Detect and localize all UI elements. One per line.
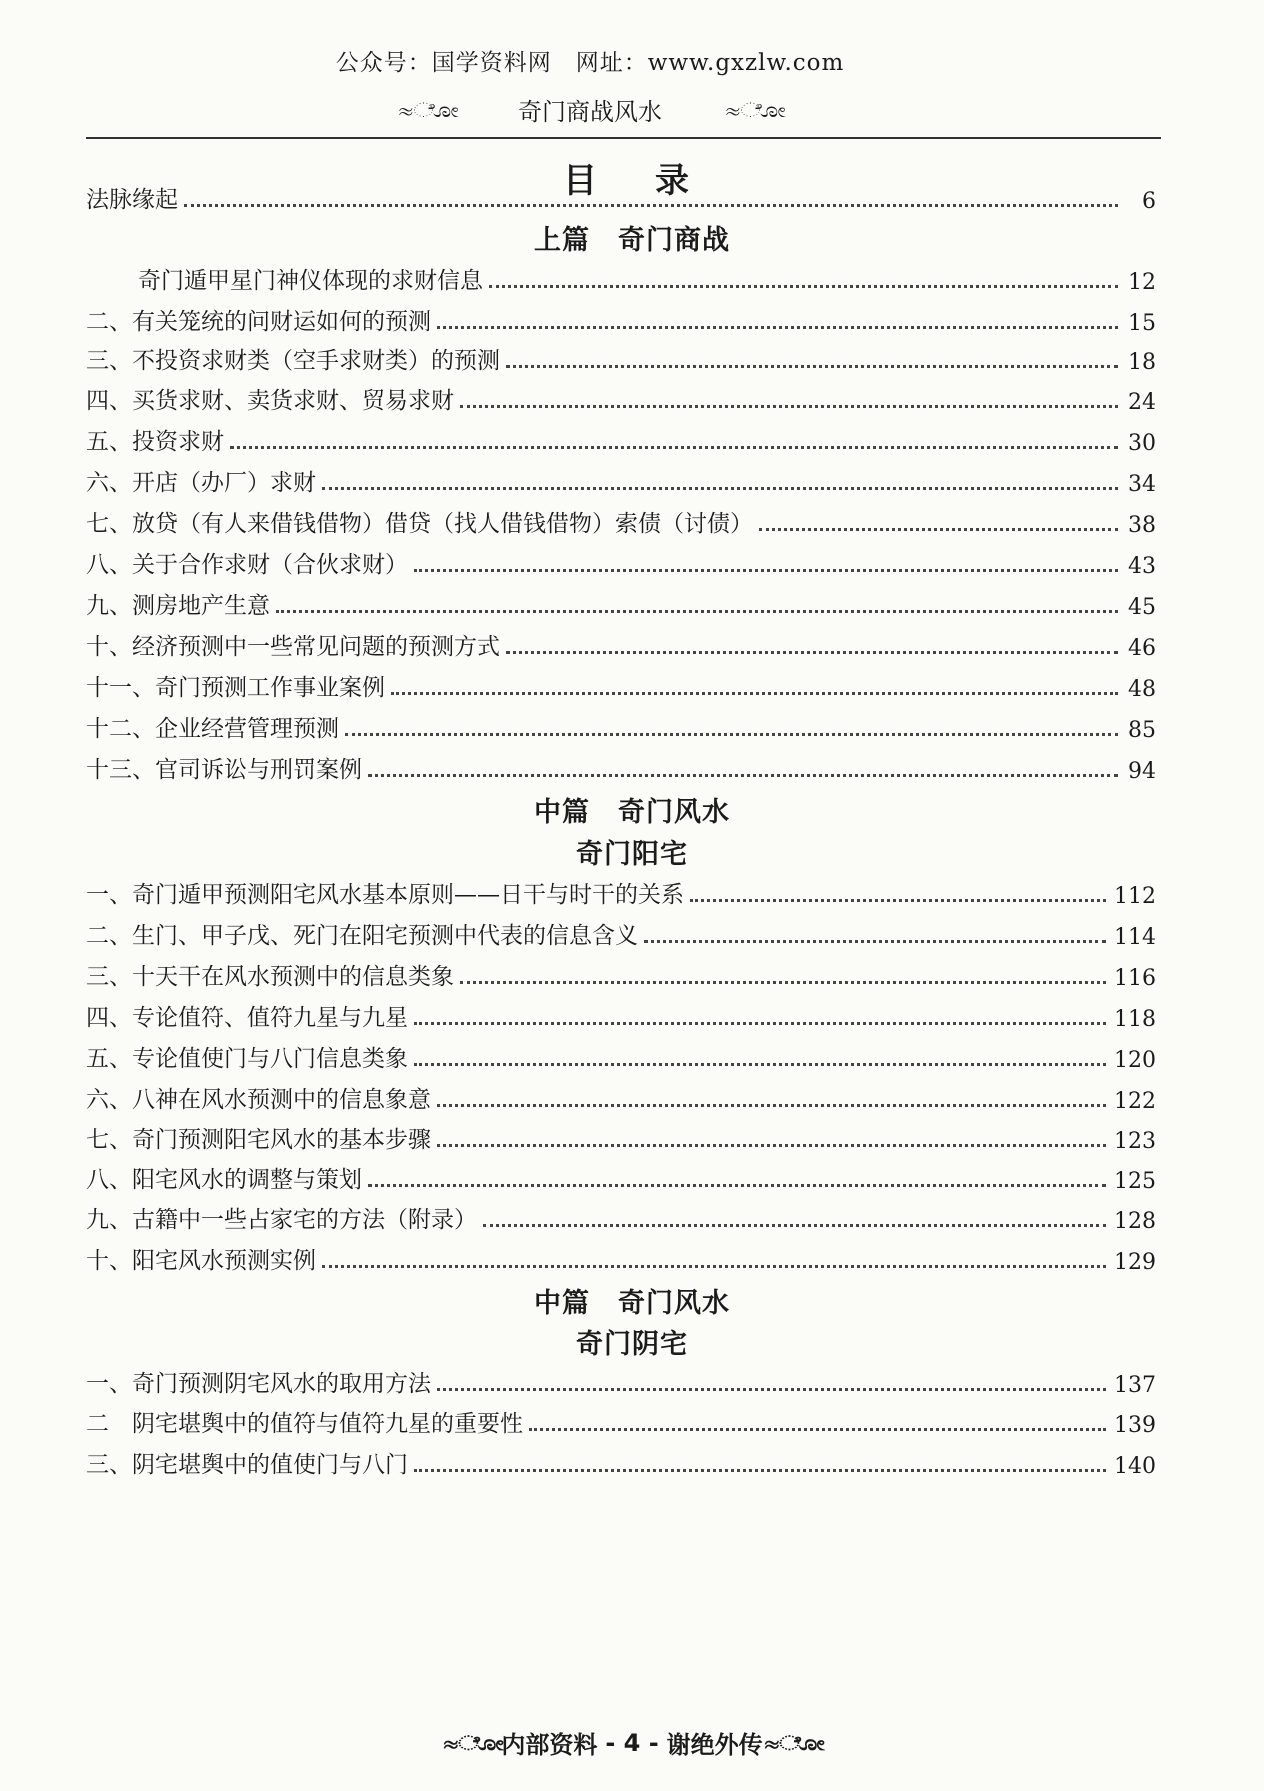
toc-entry-title: 三、十天干在风水预测中的信息类象 — [86, 964, 454, 990]
toc-entry-page: 120 — [1114, 1048, 1156, 1073]
toc-entry[interactable] — [86, 873, 1156, 909]
toc-entry-page: 114 — [1114, 925, 1156, 950]
toc-entry-title: 八、阳宅风水的调整与策划 — [86, 1167, 362, 1193]
toc-entry-title: 七、放贷（有人来借钱借物）借贷（找人借钱借物）索债（讨债） — [86, 511, 753, 537]
dot-leader — [460, 981, 1106, 984]
toc-entry-page: 43 — [1128, 554, 1156, 579]
toc-entry-title: 九、古籍中一些占家宅的方法（附录） — [86, 1207, 477, 1233]
toc-entry[interactable] — [86, 1198, 1156, 1234]
toc-entry[interactable] — [86, 1037, 1156, 1073]
toc-entry-title: 三、阴宅堪舆中的值使门与八门 — [86, 1452, 408, 1478]
toc-entry[interactable] — [86, 1118, 1156, 1154]
toc-entry-title: 五、专论值使门与八门信息类象 — [86, 1046, 408, 1072]
toc-entry[interactable] — [86, 1158, 1156, 1194]
toc-entry[interactable] — [86, 748, 1156, 784]
dot-leader — [368, 774, 1118, 777]
toc-entry-title: 七、奇门预测阳宅风水的基本步骤 — [86, 1127, 431, 1153]
toc-entry-page: 125 — [1114, 1169, 1156, 1194]
toc-entry-title: 五、投资求财 — [86, 429, 224, 455]
toc-entry-title: 八、关于合作求财（合伙求财） — [86, 552, 408, 578]
toc-entry-title: 十、阳宅风水预测实例 — [86, 1248, 316, 1274]
dot-leader — [460, 405, 1118, 408]
toc-entry-page: 85 — [1128, 718, 1156, 743]
toc-entry-page: 118 — [1114, 1007, 1156, 1032]
toc-entry-title: 四、买货求财、卖货求财、贸易求财 — [86, 388, 454, 414]
toc-entry[interactable] — [86, 543, 1156, 579]
toc-entry[interactable] — [86, 1078, 1156, 1114]
toc-entry-page: 48 — [1128, 677, 1156, 702]
dot-leader — [506, 651, 1118, 654]
toc-entry-page: 122 — [1114, 1089, 1156, 1114]
toc-entry-page: 18 — [1128, 350, 1156, 375]
dot-leader — [483, 1224, 1106, 1227]
toc-entry-title: 十二、企业经营管理预测 — [86, 716, 339, 742]
toc-entry-page: 129 — [1114, 1250, 1156, 1275]
dot-leader — [644, 940, 1106, 943]
toc-entry-title: 二、有关笼统的问财运如何的预测 — [86, 309, 431, 335]
toc-entry-title: 法脉缘起 — [86, 187, 178, 213]
toc-entry[interactable] — [86, 666, 1156, 702]
toc-entry[interactable] — [86, 707, 1156, 743]
toc-entry-title: 二 阴宅堪舆中的值符与值符九星的重要性 — [86, 1411, 523, 1437]
dot-leader — [437, 1104, 1106, 1107]
subsection-heading-yangzhai: 奇门阳宅 — [576, 839, 688, 870]
dot-leader — [529, 1428, 1106, 1431]
dot-leader — [184, 204, 1118, 207]
dot-leader — [414, 569, 1118, 572]
toc-entry[interactable] — [86, 300, 1156, 336]
swirl-ornament-icon: ≈ೋ — [725, 97, 782, 122]
dot-leader — [345, 733, 1118, 736]
toc-entry[interactable] — [86, 461, 1156, 497]
toc-entry-page: 24 — [1128, 390, 1156, 415]
header-divider — [86, 137, 1161, 139]
toc-entry-page: 112 — [1114, 884, 1156, 909]
toc-entry[interactable] — [86, 420, 1156, 456]
toc-entry[interactable] — [86, 1443, 1156, 1479]
book-title: 奇门商战风水 — [518, 98, 662, 126]
toc-entry-page: 140 — [1114, 1454, 1156, 1479]
dot-leader — [276, 610, 1118, 613]
toc-entry-page: 12 — [1128, 270, 1156, 295]
footer-right-text: 谢绝外传 — [666, 1731, 763, 1759]
dot-leader — [759, 528, 1118, 531]
page-number: - 4 - — [605, 1728, 659, 1757]
swirl-ornament-icon: ≈ೋ — [398, 97, 455, 122]
dot-leader — [368, 1184, 1106, 1187]
dot-leader — [322, 487, 1118, 490]
toc-entry-page: 94 — [1128, 759, 1156, 784]
toc-entry-page: 34 — [1128, 472, 1156, 497]
dot-leader — [506, 365, 1118, 368]
toc-entry-page: 6 — [1142, 189, 1156, 214]
footer-left-text: 内部资料 — [501, 1731, 598, 1759]
section-heading-part2: 中篇 奇门风水 — [534, 797, 730, 828]
toc-title: 目 录 — [563, 161, 701, 201]
dot-leader — [437, 1144, 1106, 1147]
toc-entry-intro[interactable] — [86, 178, 1156, 214]
toc-entry[interactable] — [86, 996, 1156, 1032]
toc-entry[interactable] — [86, 1362, 1156, 1398]
toc-entry[interactable] — [86, 259, 1156, 295]
toc-entry[interactable] — [86, 584, 1156, 620]
section-heading-part1: 上篇 奇门商战 — [534, 225, 730, 256]
toc-entry[interactable] — [86, 339, 1156, 375]
toc-entry-page: 30 — [1128, 431, 1156, 456]
toc-entry-page: 139 — [1114, 1413, 1156, 1438]
toc-entry-title: 四、专论值符、值符九星与九星 — [86, 1005, 408, 1031]
dot-leader — [414, 1469, 1106, 1472]
toc-entry-page: 38 — [1128, 513, 1156, 538]
dot-leader — [391, 692, 1118, 695]
dot-leader — [489, 285, 1118, 288]
toc-entry-page: 116 — [1114, 966, 1156, 991]
toc-entry-page: 45 — [1128, 595, 1156, 620]
toc-entry[interactable] — [86, 955, 1156, 991]
toc-entry[interactable] — [86, 379, 1156, 415]
dot-leader — [690, 899, 1106, 902]
toc-entry-page: 128 — [1114, 1209, 1156, 1234]
dot-leader — [414, 1063, 1106, 1066]
toc-entry-title: 奇门遁甲星门神仪体现的求财信息 — [138, 268, 483, 294]
toc-entry[interactable] — [86, 502, 1156, 538]
dot-leader — [437, 1388, 1106, 1391]
swirl-ornament-icon: ≈ೋ — [764, 1730, 821, 1755]
toc-entry-title: 十、经济预测中一些常见问题的预测方式 — [86, 634, 500, 660]
toc-entry[interactable] — [86, 1402, 1156, 1438]
toc-entry-title: 一、奇门遁甲预测阳宅风水基本原则——日干与时干的关系 — [86, 882, 684, 908]
toc-entry-title: 九、测房地产生意 — [86, 593, 270, 619]
site-info-line: 公众号：国学资料网 网址：www.gxzlw.com — [335, 50, 845, 76]
subsection-heading-yinzhai: 奇门阴宅 — [576, 1329, 688, 1360]
toc-entry-page: 123 — [1114, 1129, 1156, 1154]
toc-entry-title: 三、不投资求财类（空手求财类）的预测 — [86, 348, 500, 374]
dot-leader — [230, 446, 1118, 449]
dot-leader — [437, 326, 1118, 329]
page-footer — [0, 1725, 1264, 1760]
toc-entry-title: 一、奇门预测阴宅风水的取用方法 — [86, 1371, 431, 1397]
toc-entry-page: 137 — [1114, 1373, 1156, 1398]
toc-entry[interactable] — [86, 625, 1156, 661]
toc-entry-title: 六、开店（办厂）求财 — [86, 470, 316, 496]
toc-entry[interactable] — [86, 1239, 1156, 1275]
swirl-ornament-icon: ≈ೋ — [443, 1730, 500, 1755]
toc-entry-title: 六、八神在风水预测中的信息象意 — [86, 1087, 431, 1113]
running-header — [0, 92, 1180, 127]
toc-entry-page: 46 — [1128, 636, 1156, 661]
toc-entry-title: 十三、官司诉讼与刑罚案例 — [86, 757, 362, 783]
toc-entry[interactable] — [86, 914, 1156, 950]
toc-entry-title: 十一、奇门预测工作事业案例 — [86, 675, 385, 701]
toc-entry-title: 二、生门、甲子戊、死门在阳宅预测中代表的信息含义 — [86, 923, 638, 949]
section-heading-part3: 中篇 奇门风水 — [534, 1288, 730, 1319]
dot-leader — [322, 1265, 1106, 1268]
dot-leader — [414, 1022, 1106, 1025]
toc-entry-page: 15 — [1128, 311, 1156, 336]
